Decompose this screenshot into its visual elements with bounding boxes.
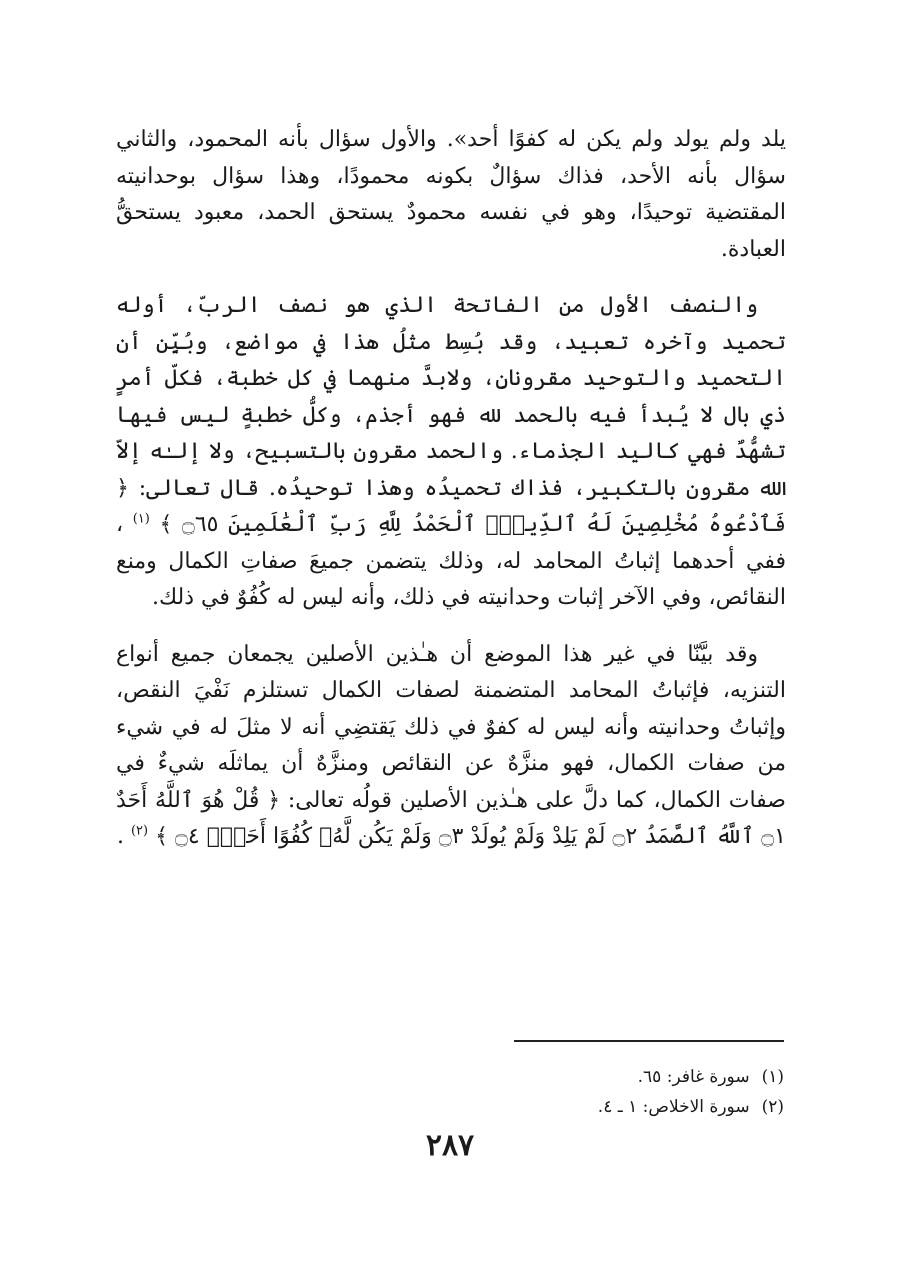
main-text — [116, 122, 786, 876]
footnote-2 — [440, 1092, 784, 1122]
paragraph-3-text: وقد بيَّنّا في غير هذا الموضع أن هـٰذين الأصلين يجمعان جميع أنواع التنزيه، فإثباتُ المحامد المتضمنة لصفات الكمال تستلزم نَفْيَ النقص، وإثباتُ وحدانيته وأنه ليس له كفوٌ في ذلك يَقتضِي أنه لا مثلَ له في شيء من صفات الكمال، فهو منزَّهٌ عن النقائص ومنزَّهٌ أن يماثلَه شيءٌ في صفات الكمال، كما دلَّ على هـٰذين الأصلين قولُه تعالى: — [116, 641, 786, 813]
paragraph-1-text: يلد ولم يولد ولم يكن له كفوًا أحد». والأول سؤال بأنه المحمود، والثاني سؤال بأنه الأحد، فذاك سؤالٌ بكونه محمودًا، وهذا سؤال بوحدانيته المقتضية توحيدًا، وهو في نفسه محمودٌ يستحق الحمد، معبود يستحقُّ العبادة. — [116, 127, 786, 262]
footnote-1-number: (١) — [761, 1067, 784, 1087]
paragraph-1 — [116, 122, 786, 268]
footnotes — [440, 1062, 784, 1122]
footnote-1 — [440, 1062, 784, 1092]
paragraph-3 — [116, 637, 786, 856]
footnote-2-number: (٢) — [761, 1097, 784, 1117]
paragraph-3-text-continued: . — [116, 824, 124, 849]
quran-verse-ghafir: ﴿ فَٱدْعُوهُ مُخْلِصِينَ لَهُ ٱلدِّينَۗ ٱلْحَمْدُ لِلَّهِ رَبِّ ٱلْعَٰلَمِينَ ۝٦٥ ﴾ — [116, 475, 786, 537]
footnote-1-text: سورة غافر: ٦٥. — [637, 1067, 750, 1087]
footnote-2-text: سورة الاخلاص: ١ ـ ٤. — [597, 1097, 750, 1117]
paragraph-2-text-continued: ، ففي أحدهما إثباتُ المحامد له، وذلك يتضمن جميعَ صفاتِ الكمال ومنع النقائص، وفي الآخر إثبات وحدانيته في ذلك، وأنه ليس له كُفُوٌ في ذلك. — [116, 512, 786, 610]
quran-verse-ikhlas: ﴿ قُلْ هُوَ ٱللَّهُ أَحَدٌ ۝١ ٱللَّهُ ٱلصَّمَدُ ۝٢ لَمْ يَلِدْ وَلَمْ يُولَدْ ۝٣ وَلَمْ يَكُن لَّهُۥ كُفُوًا أَحَدٌۢ ۝٤ ﴾ — [116, 787, 786, 849]
footnote-separator — [514, 1040, 784, 1042]
page-number: ٢٨٧ — [425, 1128, 475, 1163]
paragraph-2-text: والنصف الأول من الفاتحة الذي هو نصف الربّ، أوله تحميد وآخره تعبيد، وقد بُسِط مثلُ هذا في مواضع، وبُيِّن أن التحميد والتوحيد مقرونانِ، ولابدَّ منهما في كل خطبة، فكلّ أمرٍ ذي بال لا يُبدأ فيه بالحمد لله فهو أجذم، وكلُّ خطبةٍ ليس فيها تشهُّدٌ فهي كاليد الجذماء. والحمد مقرون بالتسبيح، ولا إلـٰه إلاّ الله مقرون بالتكبير، فذاك تحميدُه وهذا توحيدُه. قال تعالى: — [116, 293, 786, 501]
paragraph-2 — [116, 288, 786, 617]
footnote-ref-1[interactable]: (١) — [132, 511, 150, 527]
footnote-ref-2[interactable]: (٢) — [130, 823, 149, 839]
